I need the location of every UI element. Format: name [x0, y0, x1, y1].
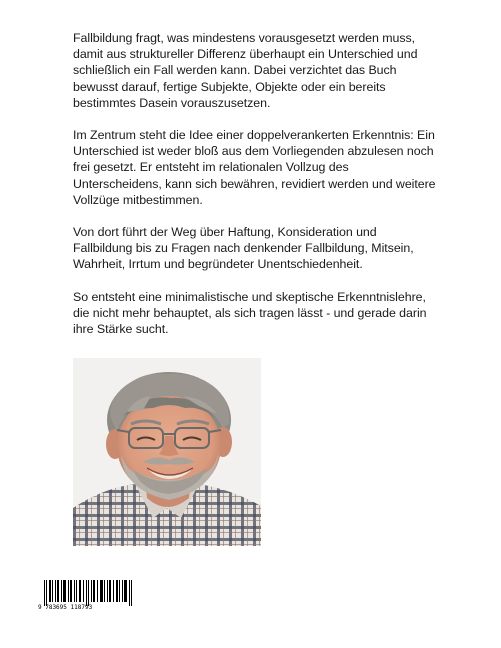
author-photo — [73, 358, 261, 546]
blurb-paragraph-3: Von dort führt der Weg über Haftung, Konsideration und Fallbildung bis zu Fragen nach denkender Fallbildung, Mitsein, Wahrheit, Irrtum und begründeter Unentschiedenheit. — [73, 225, 414, 272]
blurb-paragraph-1: Fallbildung fragt, was mindestens vorausgesetzt werden muss, damit aus struktureller Differenz überhaupt ein Unterschied und schließlich ein Fall werden kann. Dabei verzichtet das Buch bewusst darauf, fertige Subjekte, Objekte oder ein bereits bestimmtes Dasein vorauszusetzen. — [73, 31, 418, 110]
barcode-digits: 9 783695 118793 — [38, 604, 93, 611]
blurb-text — [73, 30, 438, 353]
barcode — [38, 580, 138, 606]
blurb-paragraph-4: So entsteht eine minimalistische und skeptische Erkenntnislehre, die nicht mehr behauptet, als sich tragen lässt - und gerade darin ihre Stärke sucht. — [73, 289, 427, 337]
barcode-bars — [38, 580, 138, 606]
blurb-paragraph-2: Im Zentrum steht die Idee einer doppelverankerten Erkenntnis: Ein Unterschied ist weder bloß aus dem Vorliegenden abzulesen noch frei gesetzt. Er entsteht im relationalen Vollzug des Unterscheidens, kann sich bewähren, revidiert werden und weitere Vollzüge mitbestimmen. — [73, 128, 436, 207]
